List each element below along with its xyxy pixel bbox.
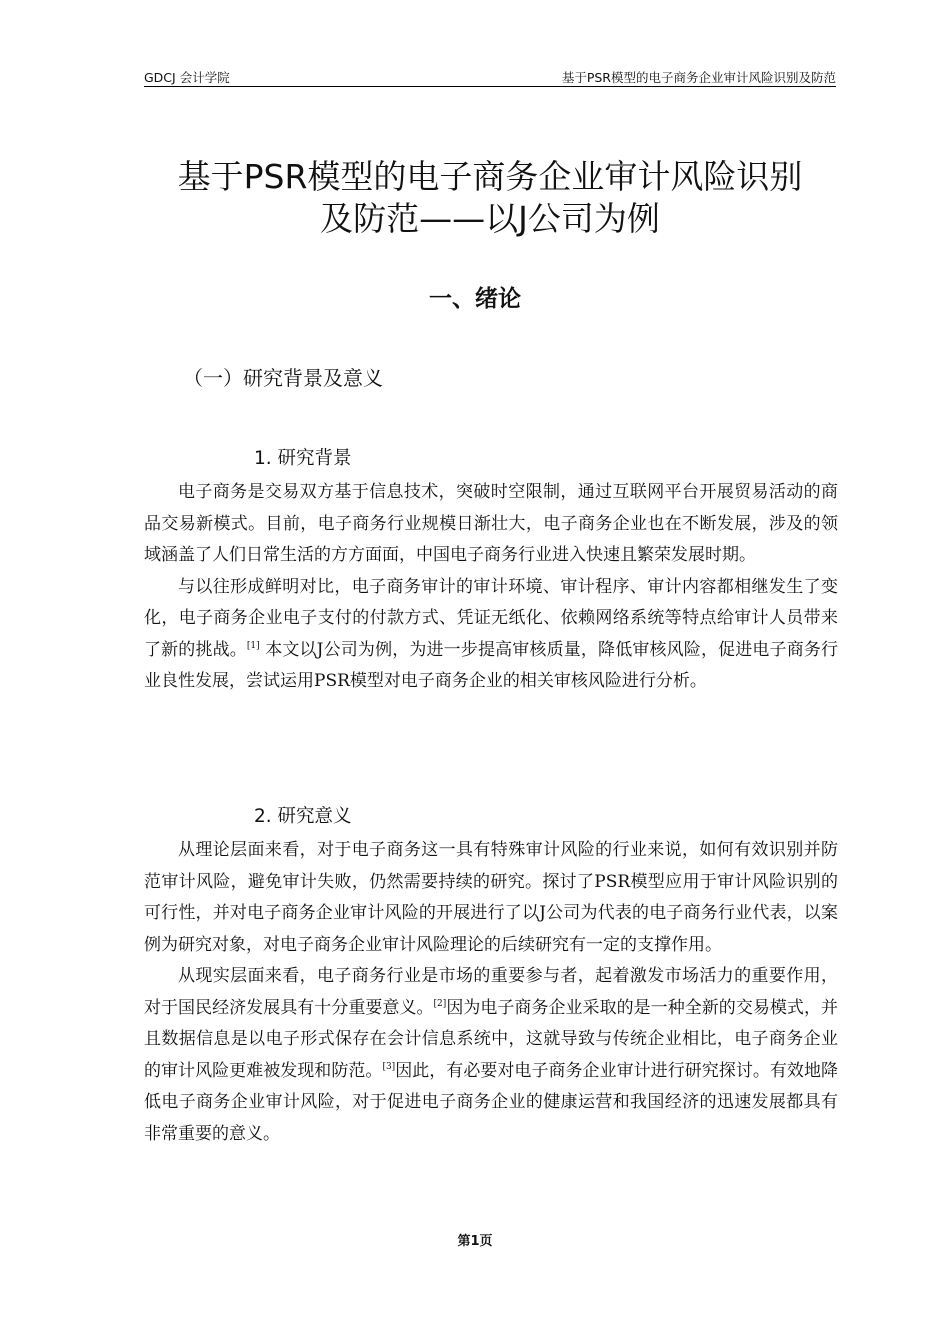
paragraph (144, 961, 838, 1150)
background-body (144, 477, 838, 698)
subsection-heading-background: 1. 研究背景 (254, 448, 352, 469)
citation-ref: [3] (382, 1061, 396, 1072)
page-header (144, 62, 836, 87)
header-institution: GDCJ 会计学院 (144, 70, 230, 85)
header-running-title: 基于PSR模型的电子商务企业审计风险识别及防范 (561, 70, 836, 85)
paragraph-text: 因为电子商务企业采取的是一种全新的交易模式，并且数据信息是以电子形式保存在会计信息系统中，这就导致与传统企业相比，电子商务企业的审计风险更难被发现和防范。 (144, 997, 838, 1081)
title-line-2: 及防范——以J公司为例 (320, 199, 660, 238)
paragraph-text: 因此，有必要对电子商务企业审计进行研究探讨。有效地降低电子商务企业审计风险，对于促进电子商务企业的健康运营和我国经济的迅速发展都具有非常重要的意义。 (144, 1060, 838, 1144)
paragraph: 从理论层面来看，对于电子商务这一具有特殊审计风险的行业来说，如何有效识别并防范审计风险，避免审计失败，仍然需要持续的研究。探讨了PSR模型应用于审计风险识别的可行性，并对电子商务企业审计风险的开展进行了以J公司为代表的电子商务行业代表，以案例为研究对象，对电子商务企业审计风险理论的后续研究有一定的支撑作用。 (144, 840, 838, 955)
page-number: 第1页 (457, 1234, 493, 1249)
title-line-1: 基于PSR模型的电子商务企业审计风险识别 (177, 157, 803, 196)
citation-ref: [1] (246, 640, 260, 651)
chapter-heading: 一、绪论 (429, 286, 521, 312)
paragraph-text: 本文以J公司为例，为进一步提高审核质量，降低审核风险，促进电子商务行业良性发展，尝试运用PSR模型对电子商务企业的相关审核风险进行分析。 (144, 639, 839, 691)
document-title (100, 156, 880, 240)
citation-ref: [2] (433, 998, 447, 1009)
paragraph-text: 与以往形成鲜明对比，电子商务审计的审计环境、审计程序、审计内容都相继发生了变化，电子商务企业电子支付的付款方式、凭证无纸化、依赖网络系统等特点给审计人员带来了新的挑战。 (144, 576, 838, 660)
paragraph-text: 从现实层面来看，电子商务行业是市场的重要参与者，起着激发市场活力的重要作用，对于国民经济发展具有十分重要意义。 (144, 966, 838, 1018)
paragraph (144, 572, 838, 698)
subsection-heading-significance: 2. 研究意义 (254, 806, 352, 827)
section-heading: （一）研究背景及意义 (183, 366, 383, 390)
significance-body (144, 835, 838, 1150)
paragraph: 电子商务是交易双方基于信息技术，突破时空限制，通过互联网平台开展贸易活动的商品交易新模式。目前，电子商务行业规模日渐壮大，电子商务企业也在不断发展，涉及的领域涵盖了人们日常生活的方方面面，中国电子商务行业进入快速且繁荣发展时期。 (144, 482, 838, 565)
